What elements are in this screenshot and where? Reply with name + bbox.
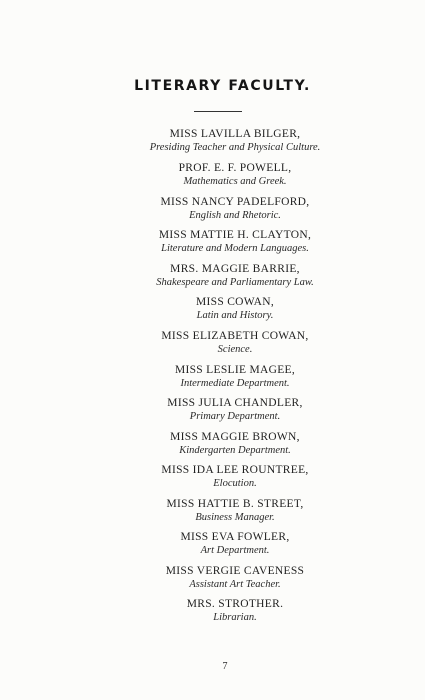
faculty-entry	[0, 431, 425, 457]
faculty-name: MISS NANCY PADELFORD,	[160, 196, 310, 208]
faculty-entry	[0, 531, 425, 557]
faculty-entry	[0, 196, 425, 222]
faculty-entry	[0, 598, 425, 624]
faculty-role: Intermediate Department.	[180, 378, 290, 389]
faculty-entry	[0, 296, 425, 322]
faculty-name: PROF. E. F. POWELL,	[178, 162, 292, 174]
faculty-entry	[0, 330, 425, 356]
faculty-name: MISS JULIA CHANDLER,	[167, 397, 303, 409]
faculty-role: Librarian.	[213, 612, 257, 623]
faculty-role: Literature and Modern Languages.	[161, 243, 309, 254]
faculty-name: MISS MATTIE H. CLAYTON,	[158, 229, 312, 241]
page-number: 7	[222, 661, 228, 672]
faculty-role: Assistant Art Teacher.	[189, 579, 281, 590]
faculty-entry	[0, 128, 425, 154]
faculty-role: Kindergarten Department.	[179, 445, 291, 456]
faculty-entry	[0, 364, 425, 390]
faculty-entry	[0, 162, 425, 188]
faculty-name: MISS MAGGIE BROWN,	[170, 431, 300, 443]
faculty-role: Latin and History.	[196, 310, 274, 321]
faculty-role: Business Manager.	[195, 512, 275, 523]
faculty-role: Science.	[217, 344, 253, 355]
faculty-role: Primary Department.	[189, 411, 281, 422]
faculty-entry	[0, 464, 425, 490]
faculty-name: MISS EVA FOWLER,	[180, 531, 290, 543]
page-title: LITERARY FACULTY.	[134, 78, 311, 94]
faculty-name: MISS LESLIE MAGEE,	[174, 364, 296, 376]
faculty-entry	[0, 397, 425, 423]
faculty-name: MISS ELIZABETH COWAN,	[161, 330, 309, 342]
faculty-role: English and Rhetoric.	[189, 210, 281, 221]
faculty-name: MISS LAVILLA BILGER,	[169, 128, 301, 140]
faculty-role: Elocution.	[213, 478, 257, 489]
faculty-role: Art Department.	[200, 545, 270, 556]
faculty-name: MISS HATTIE B. STREET,	[166, 498, 304, 510]
faculty-name: MISS IDA LEE ROUNTREE,	[161, 464, 309, 476]
faculty-role: Presiding Teacher and Physical Culture.	[149, 142, 321, 153]
faculty-name: MRS. MAGGIE BARRIE,	[170, 263, 300, 275]
faculty-role: Mathematics and Greek.	[183, 176, 287, 187]
faculty-name: MRS. STROTHER.	[186, 598, 284, 610]
faculty-entry	[0, 263, 425, 289]
faculty-entry	[0, 229, 425, 255]
faculty-entry	[0, 498, 425, 524]
title-rule	[194, 111, 242, 112]
faculty-name: MISS VERGIE CAVENESS	[165, 565, 305, 577]
faculty-role: Shakespeare and Parliamentary Law.	[156, 277, 314, 288]
faculty-entry	[0, 565, 425, 591]
faculty-name: MISS COWAN,	[195, 296, 275, 308]
